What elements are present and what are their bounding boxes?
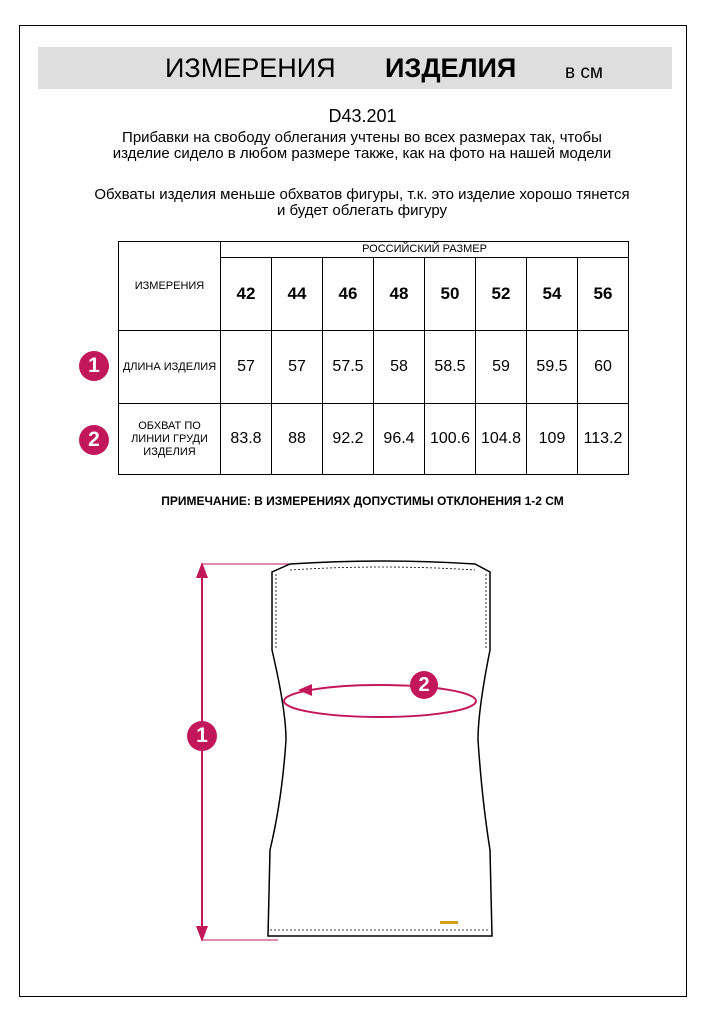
header-unit: в см (565, 62, 603, 83)
size-cell: 56 (578, 258, 629, 331)
size-cell: 46 (323, 258, 374, 331)
value-cell: 83.8 (221, 404, 272, 475)
stretch-note: Обхваты изделия меньше обхватов фигуры, т.к. это изделие хорошо тянется и будет облегать фигуру (94, 186, 630, 219)
value-cell: 58.5 (425, 331, 476, 404)
size-cell: 54 (527, 258, 578, 331)
value-cell: 113.2 (578, 404, 629, 475)
value-cell: 100.6 (425, 404, 476, 475)
tolerance-remark: ПРИМЕЧАНИЕ: В ИЗМЕРЕНИЯХ ДОПУСТИМЫ ОТКЛОНЕНИЯ 1-2 СМ (161, 494, 564, 508)
value-cell: 60 (578, 331, 629, 404)
value-cell: 59.5 (527, 331, 578, 404)
value-cell: 57 (221, 331, 272, 404)
size-cell: 48 (374, 258, 425, 331)
size-group-header: РОССИЙСКИЙ РАЗМЕР (221, 242, 629, 258)
fit-note: Прибавки на свободу облегания учтены во всех размерах так, чтобы изделие сидело в любом размере также, как на фото на нашей модели (112, 129, 612, 162)
header-title-item: ИЗДЕЛИЯ (385, 53, 517, 83)
size-cell: 42 (221, 258, 272, 331)
value-cell: 109 (527, 404, 578, 475)
chest-marker-badge: 2 (410, 671, 438, 699)
length-marker-badge: 1 (187, 721, 217, 751)
chest-badge: 2 (79, 425, 109, 455)
garment-diagram (0, 540, 725, 960)
size-table (118, 241, 629, 475)
table-header-row (119, 242, 629, 258)
article-number: D43.201 (328, 106, 397, 126)
value-cell: 92.2 (323, 404, 374, 475)
value-cell: 58 (374, 331, 425, 404)
length-badge: 1 (79, 351, 109, 381)
value-cell: 96.4 (374, 404, 425, 475)
value-cell: 57 (272, 331, 323, 404)
measure-header: ИЗМЕРЕНИЯ (119, 242, 221, 331)
value-cell: 57.5 (323, 331, 374, 404)
label-tag (440, 921, 458, 924)
value-cell: 88 (272, 404, 323, 475)
value-cell: 59 (476, 331, 527, 404)
value-cell: 104.8 (476, 404, 527, 475)
size-cell: 44 (272, 258, 323, 331)
header-title-measurements: ИЗМЕРЕНИЯ (165, 53, 336, 83)
chest-label: ОБХВАТ ПО ЛИНИИ ГРУДИ ИЗДЕЛИЯ (119, 404, 221, 475)
size-cell: 50 (425, 258, 476, 331)
length-label: ДЛИНА ИЗДЕЛИЯ (119, 331, 221, 404)
size-cell: 52 (476, 258, 527, 331)
table-row (119, 404, 629, 475)
table-row (119, 331, 629, 404)
tank-top-outline (268, 561, 492, 936)
